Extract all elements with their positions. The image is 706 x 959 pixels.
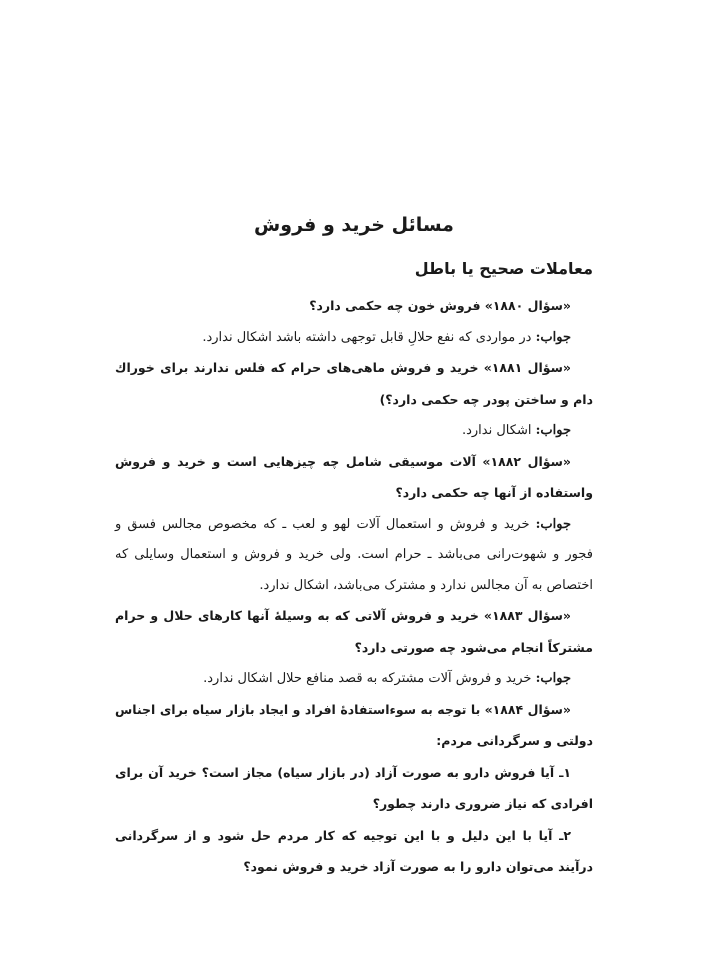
answer-label: جواب: [535,329,571,345]
question-text: با توجه به سوءاستفادهٔ افراد و ایجاد بازار سیاه برای اجناس دولتی و سرگردانی مردم: [115,701,593,748]
answer-label: جواب: [535,671,571,686]
sub-question-text: ۱ـ آیا فروش دارو به صورت آزاد (در بازار سیاه) مجاز است؟ خرید آن برای افرادی که نیاز ضروری دارند چطور؟ [115,764,593,811]
question-1880 [115,291,593,323]
question-text: خرید و فروش ماهی‌های حرام که فلس ندارند برای خوراك دام و ساختن پودر چه حکمی دارد؟) [115,360,593,407]
question-text: خرید و فروش آلاتی که به وسیلهٔ آنها کارهای حلال و حرام مشترکاً انجام می‌شود چه صورتی دارد؟ [115,608,593,655]
answer-text: خرید و فروش و استعمال آلات لهو و لعب ـ که مخصوص مجالس فسق و فجور و شهوت‌رانی می‌باشد ـ حرام است. ولی خرید و فروش و استعمال وسایلی که اختصاص به آن مجالس ندارد و مشترک می‌باشد، اشکال ندارد. [115,516,593,593]
answer-label: جواب: [535,516,572,532]
question-1884 [115,695,593,758]
answer-1882 [115,510,593,602]
sub-question-text: ۲ـ آیا با این دلیل و با این توجیه که کار مردم حل شود و از سرگردانی درآیند می‌توان دارو را به صورت آزاد خرید و فروش نمود؟ [115,827,593,874]
question-number: «سؤال ۱۸۸۱» [483,360,571,375]
question-number: «سؤال ۱۸۸۴» [484,701,571,717]
sub-question-2 [115,821,593,884]
question-1883 [115,601,593,664]
section-title: معاملات صحیح یا باطل [414,259,593,278]
question-number: «سؤال ۱۸۸۲» [482,453,572,469]
answer-1880 [115,323,593,354]
sub-question-1 [115,758,593,821]
answer-1881 [115,416,593,447]
question-number: «سؤال ۱۸۸۰» [484,298,571,313]
answer-1883 [115,664,593,695]
question-number: «سؤال ۱۸۸۳» [483,608,572,623]
page-title: مسائل خرید و فروش [254,214,454,236]
question-text: فروش خون چه حکمی دارد؟ [309,298,481,313]
question-1881 [115,353,593,416]
answer-text: در مواردی که نفع حلالِ قابل توجهی داشته باشد اشکال ندارد. [202,329,532,345]
question-text: آلات موسیقی شامل چه چیزهایی است و خرید و فروش واستفاده از آنها چه حکمی دارد؟ [115,453,593,500]
body-text [115,291,593,884]
answer-text: خرید و فروش آلات مشترکه به قصد منافع حلال اشکال ندارد. [203,671,532,686]
answer-label: جواب: [535,423,571,438]
answer-text: اشکال ندارد. [461,423,532,438]
question-1882 [115,447,593,510]
